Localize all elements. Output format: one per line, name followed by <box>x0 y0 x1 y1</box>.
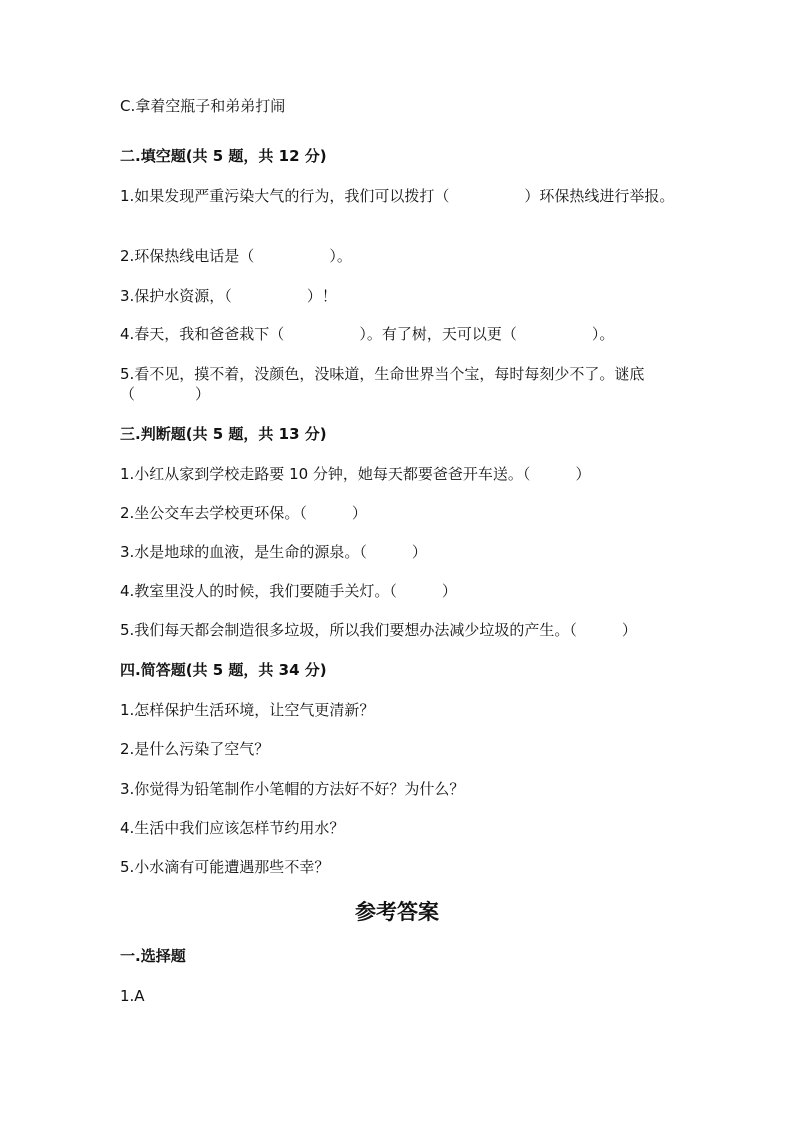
section-4-heading: 四.简答题(共 5 题，共 34 分) <box>120 661 327 679</box>
short-answer-question-2: 2.是什么污染了空气？ <box>120 740 270 758</box>
section-2-heading: 二.填空题(共 5 题，共 12 分) <box>120 147 327 165</box>
fill-blank-question-1: 1.如果发现严重污染大气的行为，我们可以拨打（ ）环保热线进行举报。 <box>120 187 675 205</box>
fill-blank-question-2: 2.环保热线电话是（ ）。 <box>120 247 352 265</box>
short-answer-question-4: 4.生活中我们应该怎样节约用水？ <box>120 819 345 837</box>
fill-blank-question-3: 3.保护水资源，（ ）！ <box>120 287 337 305</box>
judge-question-4: 4.教室里没人的时候，我们要随手关灯。（ ） <box>120 582 457 600</box>
answers-section-1-heading: 一.选择题 <box>120 947 186 965</box>
answers-title: 参考答案 <box>355 899 439 924</box>
answer-1: 1.A <box>120 987 145 1005</box>
judge-question-5: 5.我们每天都会制造很多垃圾，所以我们要想办法减少垃圾的产生。（ ） <box>120 621 637 639</box>
judge-question-1: 1.小红从家到学校走路要 10 分钟，她每天都要爸爸开车送。（ ） <box>120 465 591 483</box>
fill-blank-question-4: 4.春天，我和爸爸栽下（ ）。有了树，天可以更（ ）。 <box>120 325 615 343</box>
choice-c: C.拿着空瓶子和弟弟打闹 <box>120 97 286 115</box>
short-answer-question-3: 3.你觉得为铅笔制作小笔帽的方法好不好？为什么？ <box>120 780 465 798</box>
section-3-heading: 三.判断题(共 5 题，共 13 分) <box>120 425 327 443</box>
short-answer-question-1: 1.怎样保护生活环境，让空气更清新？ <box>120 701 375 719</box>
judge-question-2: 2.坐公交车去学校更环保。（ ） <box>120 504 367 522</box>
short-answer-question-5: 5.小水滴有可能遭遇那些不幸？ <box>120 858 330 876</box>
fill-blank-question-5: 5.看不见，摸不着，没颜色，没味道，生命世界当个宝，每时每刻少不了。谜底（ ） <box>120 365 645 403</box>
judge-question-3: 3.水是地球的血液，是生命的源泉。（ ） <box>120 543 427 561</box>
